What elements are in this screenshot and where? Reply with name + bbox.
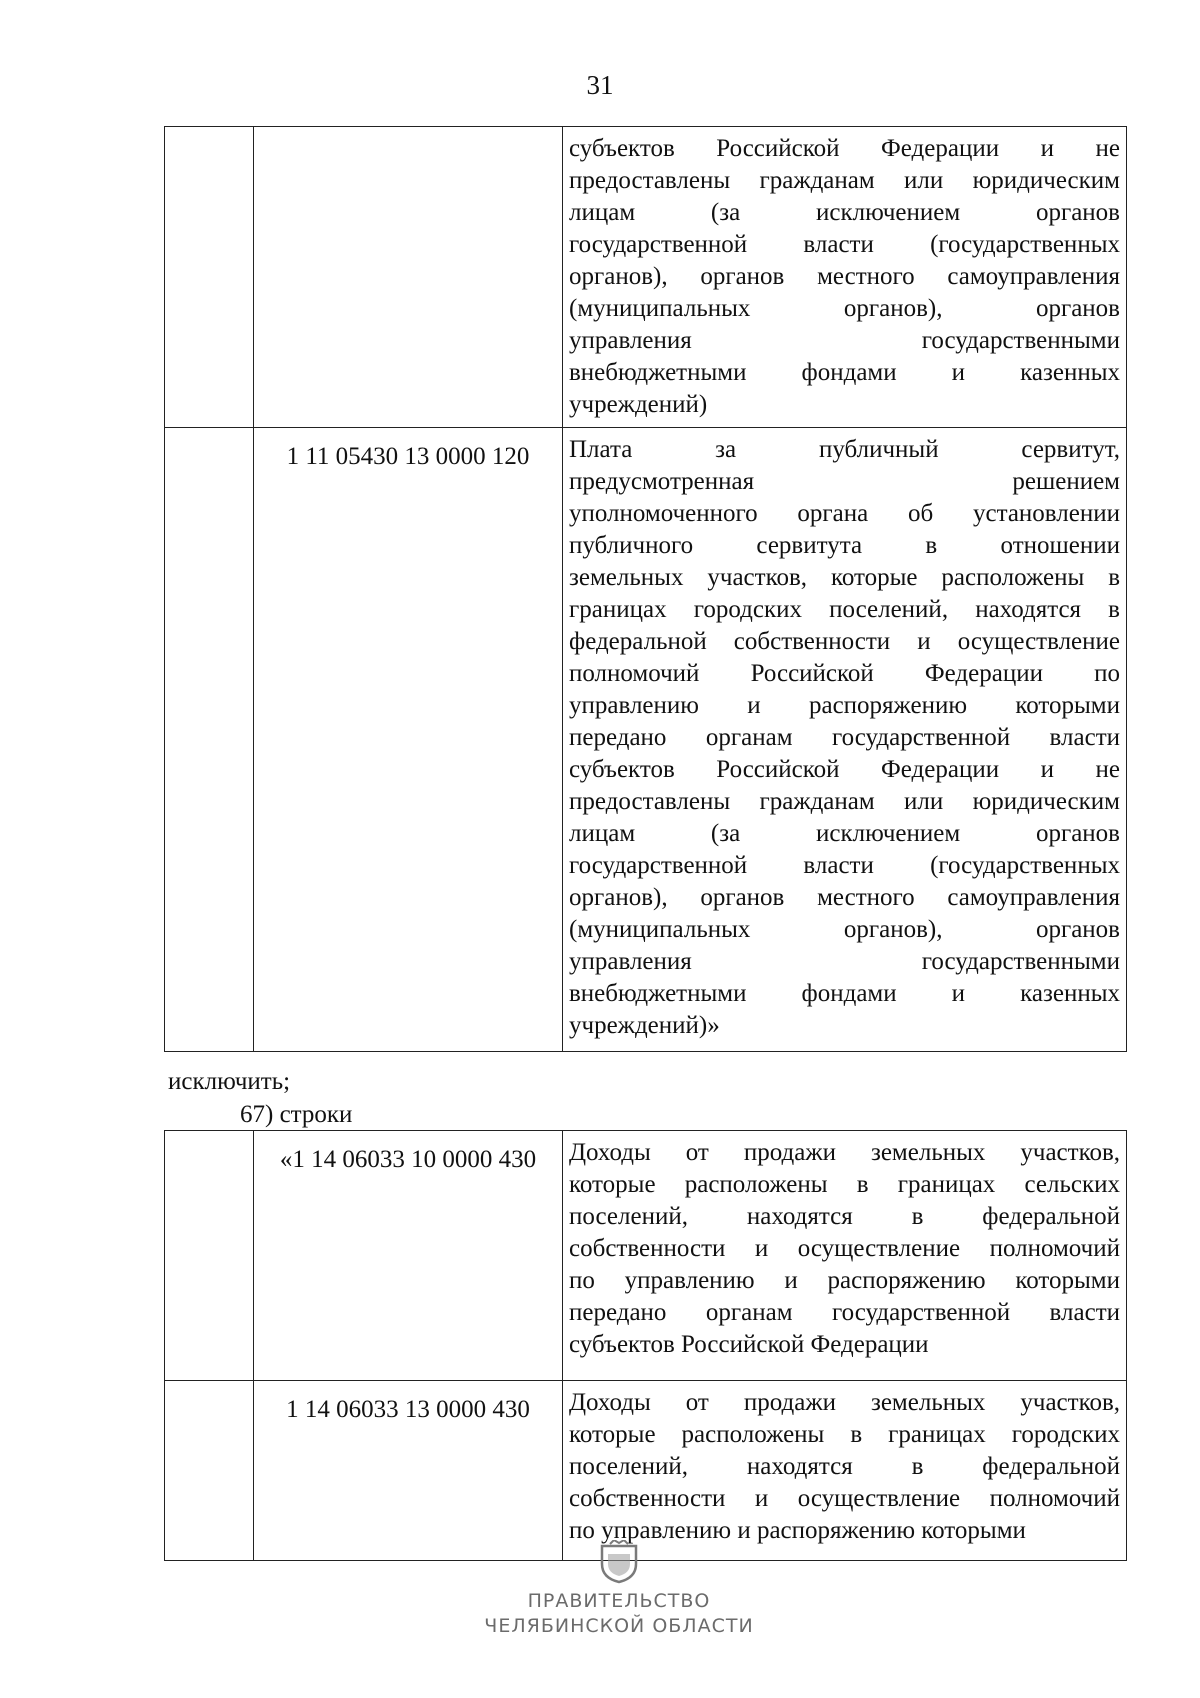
- description-line: передано органам государственной власти: [569, 724, 1120, 751]
- description-line: лицам (за исключением органов: [569, 820, 1120, 847]
- table-row: [165, 428, 1127, 1052]
- description-line: по управлению и распоряжению которыми: [569, 1267, 1120, 1294]
- revenue-description: [563, 1131, 1126, 1367]
- description-line: предоставлены гражданам или юридическим: [569, 788, 1120, 815]
- description-line: предоставлены гражданам или юридическим: [569, 167, 1120, 194]
- revenue-description: [563, 428, 1126, 1048]
- description-line: (муниципальных органов), органов: [569, 916, 1120, 943]
- description-line: органов), органов местного самоуправления: [569, 884, 1120, 911]
- instruction-exclude: исключить;: [168, 1068, 291, 1095]
- revenue-code: [254, 127, 562, 141]
- description-line: управления государственными: [569, 327, 1120, 354]
- description-line: по управлению и распоряжению которыми: [569, 1517, 1026, 1544]
- description-line: государственной власти (государственных: [569, 231, 1120, 258]
- page-number: 31: [586, 70, 614, 100]
- table-cell-description: [563, 428, 1127, 1052]
- table-cell-description: [563, 1381, 1127, 1561]
- watermark-line-2: ЧЕЛЯБИНСКОЙ ОБЛАСТИ: [484, 1615, 754, 1637]
- description-line: уполномоченного органа об установлении: [569, 500, 1120, 527]
- instruction-rows: 67) строки: [240, 1101, 353, 1128]
- revenue-codes-table-1: [164, 126, 1127, 1052]
- description-line: земельных участков, которые расположены в: [569, 564, 1120, 591]
- table-row: [165, 1381, 1127, 1561]
- description-line: внебюджетными фондами и казенных: [569, 980, 1120, 1007]
- table-cell-empty: [165, 127, 254, 428]
- revenue-description: [563, 1381, 1126, 1553]
- description-line: лицам (за исключением органов: [569, 199, 1120, 226]
- table-cell-description: [563, 127, 1127, 428]
- description-line: предусмотренная решением: [569, 468, 1120, 495]
- revenue-code: 1 11 05430 13 0000 120: [286, 443, 530, 470]
- description-line: собственности и осуществление полномочий: [569, 1235, 1120, 1262]
- description-line: органов), органов местного самоуправления: [569, 263, 1120, 290]
- description-line: которые расположены в границах городских: [569, 1421, 1120, 1448]
- table-cell-empty: [165, 428, 254, 1052]
- description-line: федеральной собственности и осуществление: [569, 628, 1120, 655]
- table-cell-code: [254, 127, 563, 428]
- description-line: поселений, находятся в федеральной: [569, 1203, 1120, 1230]
- description-line: управления государственными: [569, 948, 1120, 975]
- description-line: (муниципальных органов), органов: [569, 295, 1120, 322]
- description-line: которые расположены в границах сельских: [569, 1171, 1120, 1198]
- description-line: собственности и осуществление полномочий: [569, 1485, 1120, 1512]
- description-line: субъектов Российской Федерации: [569, 1331, 929, 1358]
- table-cell-code: [254, 1131, 563, 1381]
- description-line: учреждений)»: [569, 1012, 720, 1039]
- table-row: [165, 127, 1127, 428]
- table-row: [165, 1131, 1127, 1381]
- description-line: передано органам государственной власти: [569, 1299, 1120, 1326]
- description-line: поселений, находятся в федеральной: [569, 1453, 1120, 1480]
- description-line: учреждений): [569, 391, 708, 418]
- table-cell-description: [563, 1131, 1127, 1381]
- description-line: границах городских поселений, находятся в: [569, 596, 1120, 623]
- description-line: управлению и распоряжению которыми: [569, 692, 1120, 719]
- description-line: внебюджетными фондами и казенных: [569, 359, 1120, 386]
- revenue-code: 1 14 06033 13 0000 430: [286, 1396, 530, 1423]
- coat-of-arms-icon: [596, 1540, 642, 1584]
- description-line: Доходы от продажи земельных участков,: [569, 1139, 1120, 1166]
- watermark-line-1: ПРАВИТЕЛЬСТВО: [527, 1590, 711, 1612]
- table-cell-code: [254, 428, 563, 1052]
- description-line: субъектов Российской Федерации и не: [569, 135, 1120, 162]
- table-cell-code: [254, 1381, 563, 1561]
- description-line: публичного сервитута в отношении: [569, 532, 1120, 559]
- table-cell-empty: [165, 1131, 254, 1381]
- revenue-description: [563, 127, 1126, 427]
- revenue-codes-table-2: [164, 1130, 1127, 1561]
- description-line: субъектов Российской Федерации и не: [569, 756, 1120, 783]
- table-cell-empty: [165, 1381, 254, 1561]
- description-line: Доходы от продажи земельных участков,: [569, 1389, 1120, 1416]
- revenue-code: «1 14 06033 10 0000 430: [279, 1146, 537, 1173]
- description-line: полномочий Российской Федерации по: [569, 660, 1120, 687]
- description-line: государственной власти (государственных: [569, 852, 1120, 879]
- description-line: Плата за публичный сервитут,: [569, 436, 1120, 463]
